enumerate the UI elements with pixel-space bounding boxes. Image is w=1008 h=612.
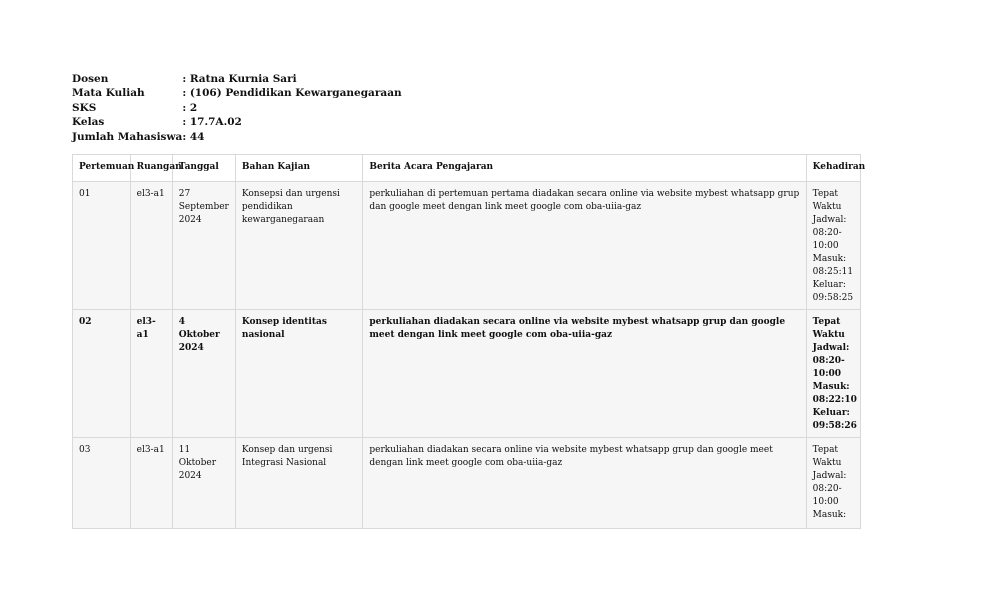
attendance-table <box>72 154 866 529</box>
cell-bahan-kajian: Konsepsi dan urgensi pendidikan kewarganegaraan <box>235 182 362 310</box>
info-value: : Ratna Kurnia Sari <box>182 73 297 85</box>
cell-tanggal: 11 Oktober 2024 <box>172 438 235 529</box>
table-row <box>73 438 861 529</box>
cell-pertemuan: 01 <box>73 182 131 310</box>
header-berita-acara: Berita Acara Pengajaran <box>363 155 806 182</box>
info-row-kelas <box>72 115 402 129</box>
info-label: Mata Kuliah <box>72 87 145 100</box>
cell-berita-acara: perkuliahan diadakan secara online via website mybest whatsapp grup dan google meet dengan link meet google com oba-uiia-gaz <box>363 310 806 438</box>
header-ruangan: Ruangan <box>130 155 172 182</box>
cell-berita-acara: perkuliahan diadakan secara online via website mybest whatsapp grup dan google meet dengan link meet google com oba-uiia-gaz <box>363 438 806 529</box>
table-header-row <box>73 155 861 182</box>
cell-pertemuan: 02 <box>73 310 131 438</box>
header-bahan-kajian: Bahan Kajian <box>235 155 362 182</box>
info-value: : 17.7A.02 <box>182 116 242 129</box>
header-kehadiran: Kehadiran <box>806 155 860 182</box>
cell-bahan-kajian: Konsep identitas nasional <box>235 310 362 438</box>
info-value: : 44 <box>182 130 205 143</box>
cell-kehadiran: Tepat Waktu Jadwal: 08:20-10:00 Masuk: 08:22:10 Keluar: 09:58:26 <box>806 310 860 438</box>
cell-kehadiran: Tepat Waktu Jadwal: 08:20-10:00 Masuk: 08:25:11 Keluar: 09:58:25 <box>806 182 860 310</box>
table-row <box>73 310 861 438</box>
table-row <box>73 182 861 310</box>
header-tanggal: Tanggal <box>172 155 235 182</box>
info-label: Jumlah Mahasiswa <box>72 130 183 143</box>
info-row-dosen <box>72 72 402 86</box>
cell-tanggal: 27 September 2024 <box>172 182 235 310</box>
info-value: : (106) Pendidikan Kewarganegaraan <box>182 87 402 100</box>
info-label: Dosen <box>72 73 109 85</box>
cell-tanggal: 4 Oktober 2024 <box>172 310 235 438</box>
info-row-mata-kuliah <box>72 86 402 100</box>
cell-pertemuan: 03 <box>73 438 131 529</box>
info-label: Kelas <box>72 116 105 129</box>
cell-ruangan: el3-a1 <box>130 438 172 529</box>
info-row-sks <box>72 101 402 115</box>
cell-bahan-kajian: Konsep dan urgensi Integrasi Nasional <box>235 438 362 529</box>
cell-ruangan: el3-a1 <box>130 310 172 438</box>
header-pertemuan: Pertemuan <box>73 155 131 182</box>
cell-ruangan: el3-a1 <box>130 182 172 310</box>
course-info <box>72 72 402 144</box>
cell-kehadiran: Tepat Waktu Jadwal: 08:20-10:00 Masuk: <box>806 438 860 529</box>
info-value: : 2 <box>182 101 198 114</box>
cell-berita-acara: perkuliahan di pertemuan pertama diadakan secara online via website mybest whatsapp grup dan google meet dengan link meet google com oba-uiia-gaz <box>363 182 806 310</box>
info-label: SKS <box>72 101 97 114</box>
info-row-jumlah-mahasiswa <box>72 130 402 144</box>
